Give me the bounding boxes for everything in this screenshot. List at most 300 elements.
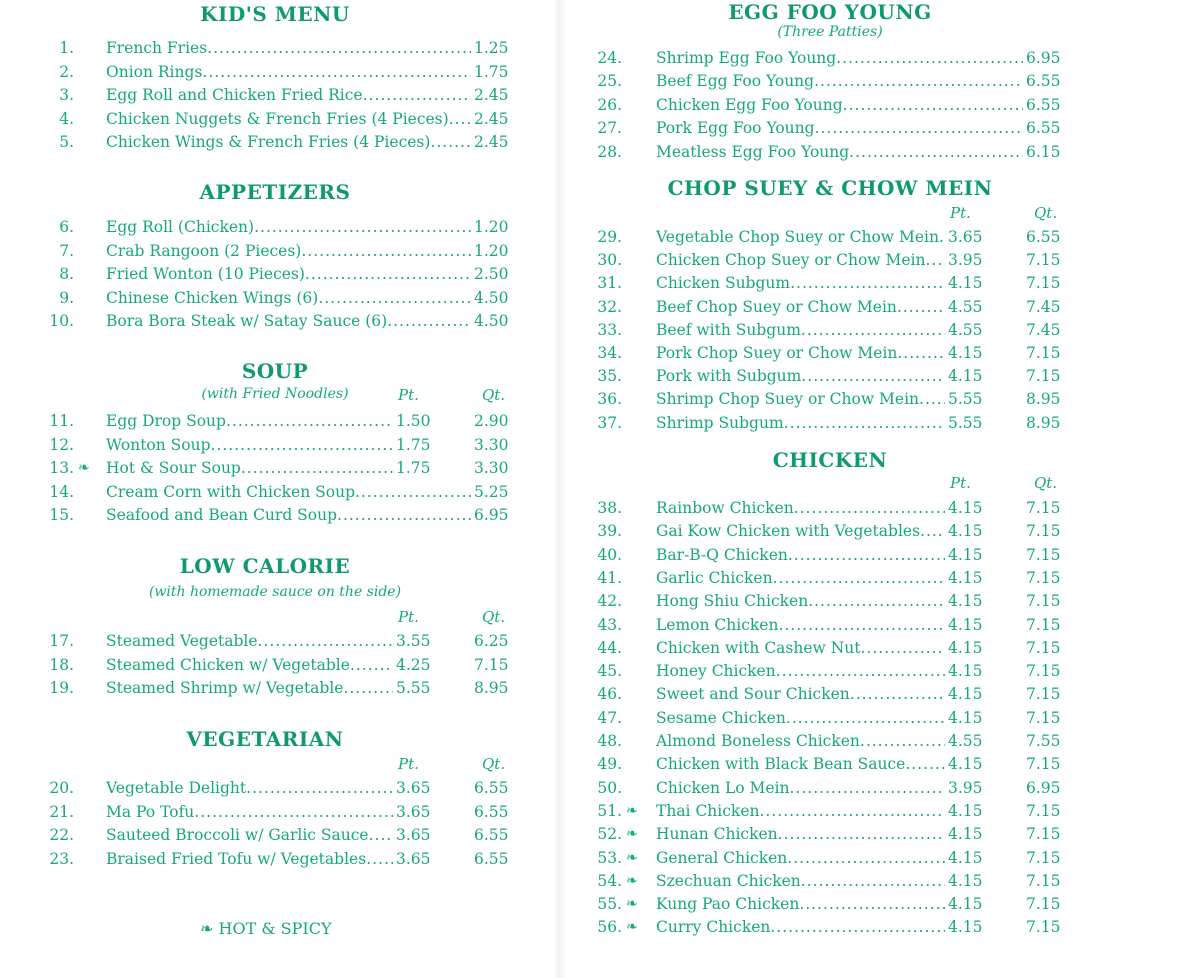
menu-item-row: [0, 654, 560, 676]
dot-leader: [305, 263, 471, 285]
item-name-text: Egg Drop Soup: [106, 412, 226, 430]
item-name: [656, 893, 945, 915]
item-number: 56.: [597, 918, 622, 937]
item-name: [656, 520, 945, 542]
dot-leader: [241, 457, 393, 479]
item-number: 40.: [597, 545, 622, 564]
dot-leader: [790, 272, 945, 294]
hot-spicy-icon: ❧: [626, 826, 638, 843]
item-number: 30.: [597, 251, 622, 270]
item-price-quart: 2.90: [474, 412, 509, 430]
chopsuey-heading: CHOP SUEY & CHOW MEIN: [667, 176, 993, 200]
item-price-quart: 7.15: [1026, 918, 1061, 937]
item-number: 28.: [597, 142, 622, 161]
item-number: 4.: [59, 109, 74, 128]
item-price: 6.15: [1026, 142, 1061, 161]
hot-spicy-icon: ❧: [200, 919, 214, 938]
dot-leader: [919, 388, 945, 410]
item-number: 1.: [59, 39, 74, 57]
item-number: 49.: [597, 755, 622, 774]
item-name-text: Chicken Lo Mein: [656, 778, 790, 797]
menu-item-row: [560, 296, 1200, 318]
item-name: [106, 824, 393, 846]
menu-item-row: [0, 801, 560, 823]
item-price: 2.50: [474, 265, 509, 284]
item-price-quart: 6.55: [1026, 228, 1061, 246]
dot-leader: [778, 823, 945, 845]
item-name: [656, 319, 945, 341]
menu-item-row: [560, 544, 1200, 566]
item-name: [106, 287, 471, 309]
item-price-pint: 4.25: [396, 655, 431, 674]
menu-item-row: [560, 117, 1200, 139]
item-number: 9.: [59, 288, 74, 307]
item-name-text: Ma Po Tofu: [106, 802, 195, 821]
dot-leader: [202, 61, 471, 83]
menu-item-row: [0, 84, 560, 106]
item-price-pint: 1.75: [396, 435, 431, 454]
hot-spicy-legend: [200, 919, 332, 938]
item-price-quart: 6.25: [474, 632, 509, 650]
item-name-text: Pork Chop Suey or Chow Mein: [656, 344, 898, 362]
item-name: [106, 777, 393, 799]
item-name-text: Chicken Wings & French Fries (4 Pieces): [106, 133, 431, 152]
item-price-quart: 7.15: [1026, 592, 1061, 611]
dot-leader: [787, 847, 945, 869]
item-name-text: Steamed Chicken w/ Vegetable: [106, 655, 350, 674]
hot-spicy-icon: ❧: [626, 849, 638, 866]
item-name-text: Vegetable Delight: [106, 779, 247, 797]
item-name: [656, 94, 1023, 116]
item-number: 21.: [49, 802, 74, 821]
dot-leader: [801, 319, 945, 341]
item-price: 2.45: [474, 109, 509, 128]
menu-item-row: [0, 108, 560, 130]
item-number: 22.: [49, 826, 74, 845]
menu-item-row: [0, 216, 560, 238]
item-number: 5.: [59, 133, 74, 152]
item-price-quart: 8.95: [1026, 413, 1061, 432]
item-price: 1.25: [474, 39, 509, 57]
menu-item-row: [560, 614, 1200, 636]
item-name: [656, 753, 945, 775]
item-number: 6.: [59, 218, 74, 236]
item-price: 6.95: [1026, 49, 1061, 67]
item-number: 26.: [597, 95, 622, 114]
dot-leader: [801, 365, 945, 387]
item-name-text: Onion Rings: [106, 62, 203, 81]
item-price-pint: 4.15: [948, 522, 983, 541]
lowcal-heading: LOW CALORIE: [179, 554, 351, 578]
vegetarian-qt-header: Qt.: [482, 755, 506, 773]
item-price-pint: 4.15: [948, 801, 983, 820]
item-price-quart: 8.95: [1026, 390, 1061, 409]
dot-leader: [369, 824, 393, 846]
item-number: 41.: [597, 568, 622, 587]
menu-item-row: [0, 504, 560, 526]
item-price-quart: 7.15: [1026, 545, 1061, 564]
item-name: [106, 240, 471, 262]
item-name-text: Rainbow Chicken: [656, 499, 794, 517]
item-price-quart: 7.15: [1026, 871, 1061, 890]
item-name: [656, 707, 945, 729]
dot-leader: [258, 630, 393, 652]
menu-item-row: [560, 916, 1200, 938]
item-name-text: French Fries: [106, 39, 208, 57]
item-name: [656, 660, 945, 682]
item-name: [656, 614, 945, 636]
item-number: 50.: [597, 778, 622, 797]
item-name-text: Steamed Vegetable: [106, 632, 258, 650]
item-price-pint: 5.55: [948, 413, 983, 432]
item-number: 35.: [597, 367, 622, 386]
item-name-text: Bar-B-Q Chicken: [656, 545, 788, 564]
dot-leader: [801, 870, 945, 892]
item-number: 13.: [49, 459, 74, 478]
item-price-quart: 6.95: [1026, 778, 1061, 797]
item-price-pint: 4.15: [948, 918, 983, 937]
item-name: [106, 801, 393, 823]
item-price-quart: 7.15: [1026, 708, 1061, 727]
dot-leader: [814, 70, 1023, 92]
eggfoo-subtitle: (Three Patties): [777, 24, 883, 40]
item-price-quart: 6.55: [474, 849, 509, 868]
menu-item-row: [0, 848, 560, 870]
item-name: [656, 567, 945, 589]
soup-subtitle: (with Fried Noodles): [201, 386, 349, 402]
item-name: [656, 777, 945, 799]
item-name: [106, 37, 471, 59]
item-price-quart: 6.55: [474, 826, 509, 845]
menu-item-row: [0, 131, 560, 153]
dot-leader: [799, 893, 945, 915]
item-price-pint: 4.55: [948, 320, 983, 339]
item-price: 1.20: [474, 241, 509, 260]
dot-leader: [786, 707, 945, 729]
dot-leader: [350, 654, 393, 676]
item-number: 51.: [597, 801, 622, 820]
item-number: 17.: [49, 632, 74, 650]
menu-item-row: [560, 141, 1200, 163]
item-name: [656, 800, 945, 822]
dot-leader: [836, 47, 1023, 69]
item-price: 6.55: [1026, 72, 1061, 91]
item-name-text: Hunan Chicken: [656, 825, 778, 844]
item-price-pint: 3.65: [396, 802, 431, 821]
item-name: [106, 434, 393, 456]
chicken-heading: CHICKEN: [772, 448, 888, 472]
item-name-text: General Chicken: [656, 848, 788, 867]
item-price-pint: 4.15: [948, 592, 983, 611]
menu-item-row: [560, 319, 1200, 341]
dot-leader: [794, 497, 945, 519]
dot-leader: [808, 590, 945, 612]
item-price-quart: 7.45: [1026, 320, 1061, 339]
item-price-quart: 7.15: [1026, 895, 1061, 914]
menu-item-row: [0, 677, 560, 699]
lowcal-subtitle: (with homemade sauce on the side): [148, 584, 402, 600]
hot-spicy-label: HOT & SPICY: [218, 919, 332, 938]
item-name-text: Beef Egg Foo Young: [656, 72, 815, 91]
dot-leader: [318, 287, 471, 309]
item-price: 4.50: [474, 312, 509, 331]
item-price-pint: 3.65: [948, 228, 983, 246]
item-price-quart: 7.15: [1026, 367, 1061, 386]
item-name-text: Chicken Chop Suey or Chow Mein: [656, 251, 926, 270]
item-name-text: Chicken with Cashew Nut: [656, 638, 861, 657]
item-number: 29.: [597, 228, 622, 246]
item-number: 55.: [597, 895, 622, 914]
menu-item-row: [560, 730, 1200, 752]
item-name: [656, 870, 945, 892]
dot-leader: [770, 916, 945, 938]
item-price-quart: 8.95: [474, 679, 509, 698]
item-name-text: Cream Corn with Chicken Soup: [106, 482, 355, 501]
item-price: 6.55: [1026, 119, 1061, 138]
menu-item-row: [560, 777, 1200, 799]
item-price-quart: 7.15: [1026, 638, 1061, 657]
item-name-text: Seafood and Bean Curd Soup: [106, 506, 338, 525]
item-number: 43.: [597, 615, 622, 634]
dot-leader: [773, 567, 945, 589]
menu-item-row: [560, 226, 1200, 248]
item-price-quart: 7.15: [1026, 801, 1061, 820]
item-name-text: Fried Wonton (10 Pieces): [106, 265, 305, 284]
item-price-pint: 3.65: [396, 826, 431, 845]
hot-spicy-icon: ❧: [626, 802, 638, 819]
item-name-text: Pork Egg Foo Young: [656, 119, 815, 138]
item-price-pint: 4.15: [948, 367, 983, 386]
dot-leader: [778, 614, 945, 636]
item-name: [106, 410, 393, 432]
item-name-text: Vegetable Chop Suey or Chow Mein: [656, 228, 939, 246]
menu-item-row: [560, 870, 1200, 892]
item-name-text: Meatless Egg Foo Young: [656, 142, 850, 161]
item-price-pint: 3.55: [396, 632, 431, 650]
menu-item-row: [560, 342, 1200, 364]
dot-leader: [897, 296, 945, 318]
item-name: [106, 131, 471, 153]
item-name-text: Szechuan Chicken: [656, 871, 801, 890]
item-price-pint: 4.15: [948, 662, 983, 681]
menu-item-row: [0, 457, 560, 479]
item-name-text: Hong Shiu Chicken: [656, 592, 809, 611]
chicken-qt-header: Qt.: [1034, 474, 1058, 492]
item-number: 46.: [597, 685, 622, 704]
dot-leader: [925, 249, 945, 271]
item-price: 6.55: [1026, 95, 1061, 114]
item-price-quart: 3.30: [474, 435, 509, 454]
item-number: 25.: [597, 72, 622, 91]
item-number: 15.: [49, 506, 74, 525]
dot-leader: [861, 637, 946, 659]
item-number: 44.: [597, 638, 622, 657]
menu-item-row: [0, 630, 560, 652]
item-number: 31.: [597, 274, 622, 293]
dot-leader: [343, 677, 393, 699]
item-name-text: Egg Roll and Chicken Fried Rice: [106, 86, 363, 105]
dot-leader: [788, 544, 945, 566]
item-number: 23.: [49, 849, 74, 868]
item-name-text: Honey Chicken: [656, 662, 776, 681]
item-number: 14.: [49, 482, 74, 501]
menu-item-row: [560, 365, 1200, 387]
item-name: [656, 365, 945, 387]
item-name: [106, 630, 393, 652]
item-number: 45.: [597, 662, 622, 681]
item-name: [656, 47, 1023, 69]
dot-leader: [784, 412, 945, 434]
menu-item-row: [560, 683, 1200, 705]
item-price-quart: 7.55: [1026, 732, 1061, 750]
item-name: [106, 216, 471, 238]
item-name-text: Gai Kow Chicken with Vegetables: [656, 522, 921, 541]
menu-item-row: [0, 37, 560, 59]
item-name: [106, 677, 393, 699]
item-name: [656, 916, 945, 938]
item-name-text: Shrimp Subgum: [656, 413, 784, 432]
item-name: [656, 544, 945, 566]
item-name-text: Chinese Chicken Wings (6): [106, 288, 319, 307]
item-price-pint: 3.65: [396, 849, 431, 868]
item-price-quart: 7.15: [1026, 274, 1061, 293]
menu-item-row: [560, 637, 1200, 659]
item-price: 4.50: [474, 288, 509, 307]
item-name: [656, 730, 945, 752]
item-number: 52.: [597, 825, 622, 844]
item-name: [656, 497, 945, 519]
item-name-text: Bora Bora Steak w/ Satay Sauce (6): [106, 312, 388, 331]
chopsuey-qt-header: Qt.: [1034, 204, 1058, 222]
menu-item-row: [0, 310, 560, 332]
item-number: 27.: [597, 119, 622, 138]
item-name-text: Sesame Chicken: [656, 708, 786, 727]
soup-qt-header: Qt.: [482, 386, 506, 404]
item-price-pint: 1.75: [396, 459, 431, 478]
item-price-pint: 4.15: [948, 895, 983, 914]
item-number: 10.: [49, 312, 74, 331]
item-price-pint: 4.15: [948, 685, 983, 704]
dot-leader: [897, 342, 945, 364]
item-name: [656, 226, 945, 248]
lowcal-pt-header: Pt.: [398, 608, 419, 626]
dot-leader: [363, 84, 471, 106]
menu-item-row: [0, 410, 560, 432]
item-price-pint: 4.15: [948, 848, 983, 867]
item-name: [656, 823, 945, 845]
menu-item-row: [560, 47, 1200, 69]
item-price-pint: 4.15: [948, 638, 983, 657]
item-name-text: Almond Boneless Chicken: [656, 732, 860, 750]
item-name-text: Shrimp Egg Foo Young: [656, 49, 837, 67]
dot-leader: [759, 800, 945, 822]
item-name-text: Kung Pao Chicken: [656, 895, 800, 914]
dot-leader: [790, 777, 946, 799]
item-name: [106, 310, 471, 332]
item-number: 36.: [597, 390, 622, 409]
item-price-quart: 7.15: [1026, 251, 1061, 270]
dot-leader: [939, 226, 945, 248]
item-number: 3.: [59, 86, 74, 105]
item-name-text: Chicken Subgum: [656, 274, 791, 293]
item-name-text: Sweet and Sour Chicken: [656, 685, 850, 704]
menu-item-row: [560, 249, 1200, 271]
menu-item-row: [560, 847, 1200, 869]
item-name: [106, 108, 471, 130]
item-price: 2.45: [474, 133, 509, 152]
item-price: 1.20: [474, 218, 509, 236]
item-name: [106, 481, 471, 503]
item-price-pint: 4.55: [948, 732, 983, 750]
item-name-text: Thai Chicken: [656, 801, 760, 820]
item-name: [656, 590, 945, 612]
menu-item-row: [560, 893, 1200, 915]
item-price-quart: 7.15: [1026, 499, 1061, 517]
item-number: 20.: [49, 779, 74, 797]
item-name-text: Steamed Shrimp w/ Vegetable: [106, 679, 344, 698]
item-name-text: Chicken Egg Foo Young: [656, 95, 843, 114]
item-price-pint: 4.15: [948, 545, 983, 564]
item-price-quart: 7.15: [1026, 522, 1061, 541]
item-number: 19.: [49, 679, 74, 698]
item-name-text: Chicken with Black Bean Sauce: [656, 755, 906, 774]
dot-leader: [355, 481, 471, 503]
menu-item-row: [560, 412, 1200, 434]
item-number: 38.: [597, 499, 622, 517]
dot-leader: [366, 848, 393, 870]
menu-item-row: [560, 567, 1200, 589]
item-price-quart: 7.15: [1026, 662, 1061, 681]
item-number: 39.: [597, 522, 622, 541]
soup-pt-header: Pt.: [398, 386, 419, 404]
item-price-pint: 5.55: [396, 679, 431, 698]
item-name: [656, 342, 945, 364]
item-price-pint: 3.95: [948, 778, 983, 797]
item-number: 18.: [49, 655, 74, 674]
item-number: 37.: [597, 413, 622, 432]
dot-leader: [843, 94, 1023, 116]
item-price-quart: 7.15: [1026, 848, 1061, 867]
item-name: [656, 637, 945, 659]
vegetarian-pt-header: Pt.: [398, 755, 419, 773]
menu-item-row: [560, 590, 1200, 612]
item-name: [656, 141, 1023, 163]
item-price-pint: 4.15: [948, 499, 983, 517]
dot-leader: [337, 504, 471, 526]
item-name: [106, 61, 471, 83]
item-price-quart: 7.15: [1026, 825, 1061, 844]
hot-spicy-icon: ❧: [626, 919, 638, 936]
menu-item-row: [560, 70, 1200, 92]
item-price-quart: 7.45: [1026, 297, 1061, 316]
item-name-text: Curry Chicken: [656, 918, 771, 937]
hot-spicy-icon: ❧: [78, 460, 90, 477]
item-price: 5.25: [474, 482, 509, 501]
dot-leader: [211, 434, 393, 456]
item-number: 32.: [597, 297, 622, 316]
menu-item-row: [0, 61, 560, 83]
item-name-text: Hot & Sour Soup: [106, 459, 241, 478]
item-name: [656, 412, 945, 434]
lowcal-qt-header: Qt.: [482, 608, 506, 626]
dot-leader: [254, 216, 471, 238]
item-price-pint: 1.50: [396, 412, 431, 430]
dot-leader: [920, 520, 945, 542]
item-name-text: Crab Rangoon (2 Pieces): [106, 241, 302, 260]
chopsuey-pt-header: Pt.: [950, 204, 971, 222]
menu-item-row: [560, 800, 1200, 822]
item-name: [656, 70, 1023, 92]
